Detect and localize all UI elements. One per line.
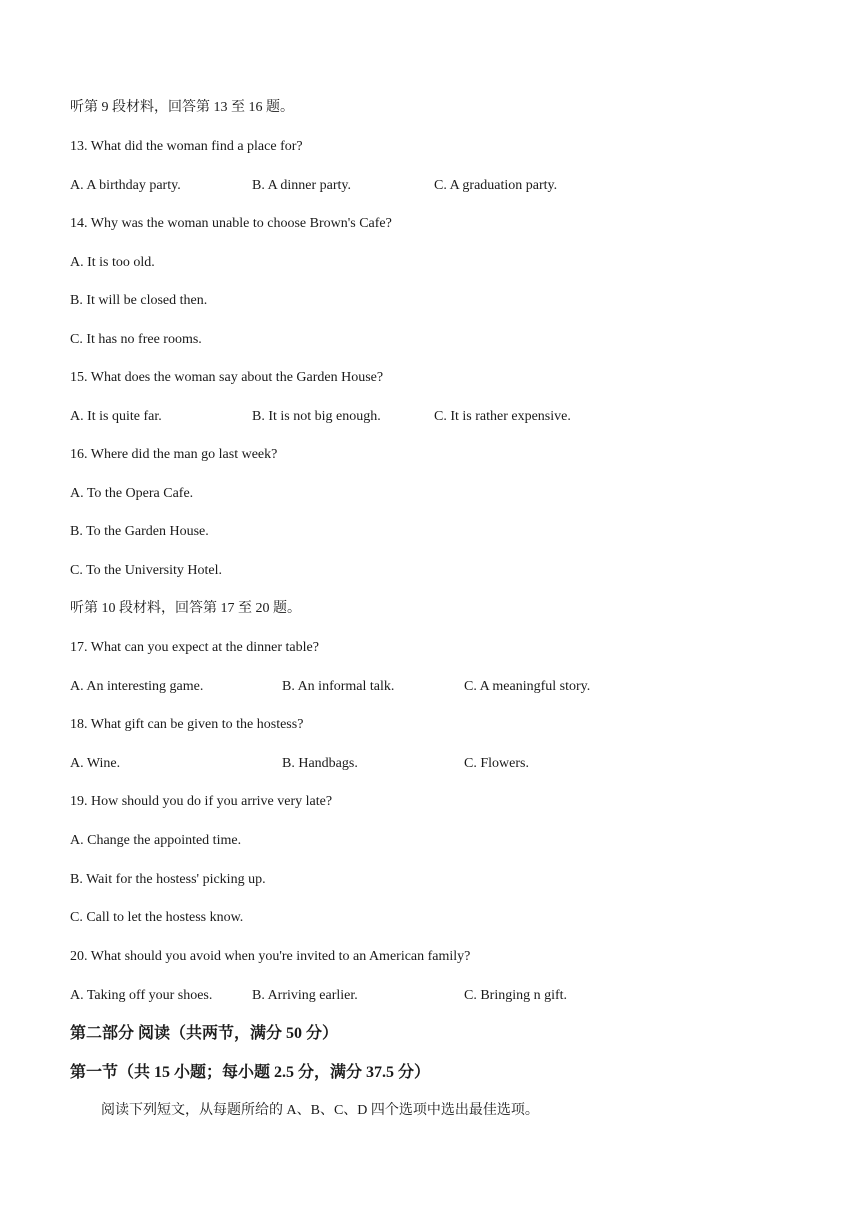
q14-option-a: A. It is too old. (70, 255, 155, 270)
q16-option-a: A. To the Opera Cafe. (70, 486, 194, 501)
q20-option-b: B. Arriving earlier. (252, 988, 358, 1003)
question-20: 20. What should you avoid when you're invited to an American family? (70, 949, 471, 964)
q18-option-c: C. Flowers. (464, 756, 529, 771)
q18-option-b: B. Handbags. (282, 756, 358, 771)
q18-option-a: A. Wine. (70, 756, 121, 771)
q15-option-c: C. It is rather expensive. (434, 409, 571, 424)
q19-option-c: C. Call to let the hostess know. (70, 910, 244, 925)
q14-option-c: C. It has no free rooms. (70, 332, 202, 347)
question-16: 16. Where did the man go last week? (70, 447, 278, 462)
q17-option-a: A. An interesting game. (70, 679, 204, 694)
part-2-section-1-title: 第一节（共 15 小题；每小题 2.5 分，满分 37.5 分） (70, 1064, 431, 1081)
q16-option-c: C. To the University Hotel. (70, 563, 222, 578)
q17-option-b: B. An informal talk. (282, 679, 395, 694)
q15-option-a: A. It is quite far. (70, 409, 162, 424)
question-14: 14. Why was the woman unable to choose Brown's Cafe? (70, 216, 392, 231)
q13-option-c: C. A graduation party. (434, 178, 558, 193)
q16-option-b: B. To the Garden House. (70, 524, 209, 539)
question-13: 13. What did the woman find a place for? (70, 139, 303, 154)
q19-option-b: B. Wait for the hostess' picking up. (70, 872, 266, 887)
q15-option-b: B. It is not big enough. (252, 409, 381, 424)
section-9-intro: 听第 9 段材料，回答第 13 至 16 题。 (70, 100, 294, 115)
reading-instruction: 阅读下列短文，从每题所给的 A、B、C、D 四个选项中选出最佳选项。 (101, 1103, 539, 1118)
question-18: 18. What gift can be given to the hostess? (70, 717, 304, 732)
question-15: 15. What does the woman say about the Garden House? (70, 370, 384, 385)
q13-option-b: B. A dinner party. (252, 178, 352, 193)
q19-option-a: A. Change the appointed time. (70, 833, 242, 848)
q20-option-c: C. Bringing n gift. (464, 988, 568, 1003)
q20-option-a: A. Taking off your shoes. (70, 988, 213, 1003)
part-2-title: 第二部分 阅读（共两节，满分 50 分） (70, 1025, 339, 1042)
question-17: 17. What can you expect at the dinner table? (70, 640, 319, 655)
question-19: 19. How should you do if you arrive very late? (70, 794, 333, 809)
q13-option-a: A. A birthday party. (70, 178, 181, 193)
q17-option-c: C. A meaningful story. (464, 679, 591, 694)
q14-option-b: B. It will be closed then. (70, 293, 208, 308)
section-10-intro: 听第 10 段材料，回答第 17 至 20 题。 (70, 601, 301, 616)
